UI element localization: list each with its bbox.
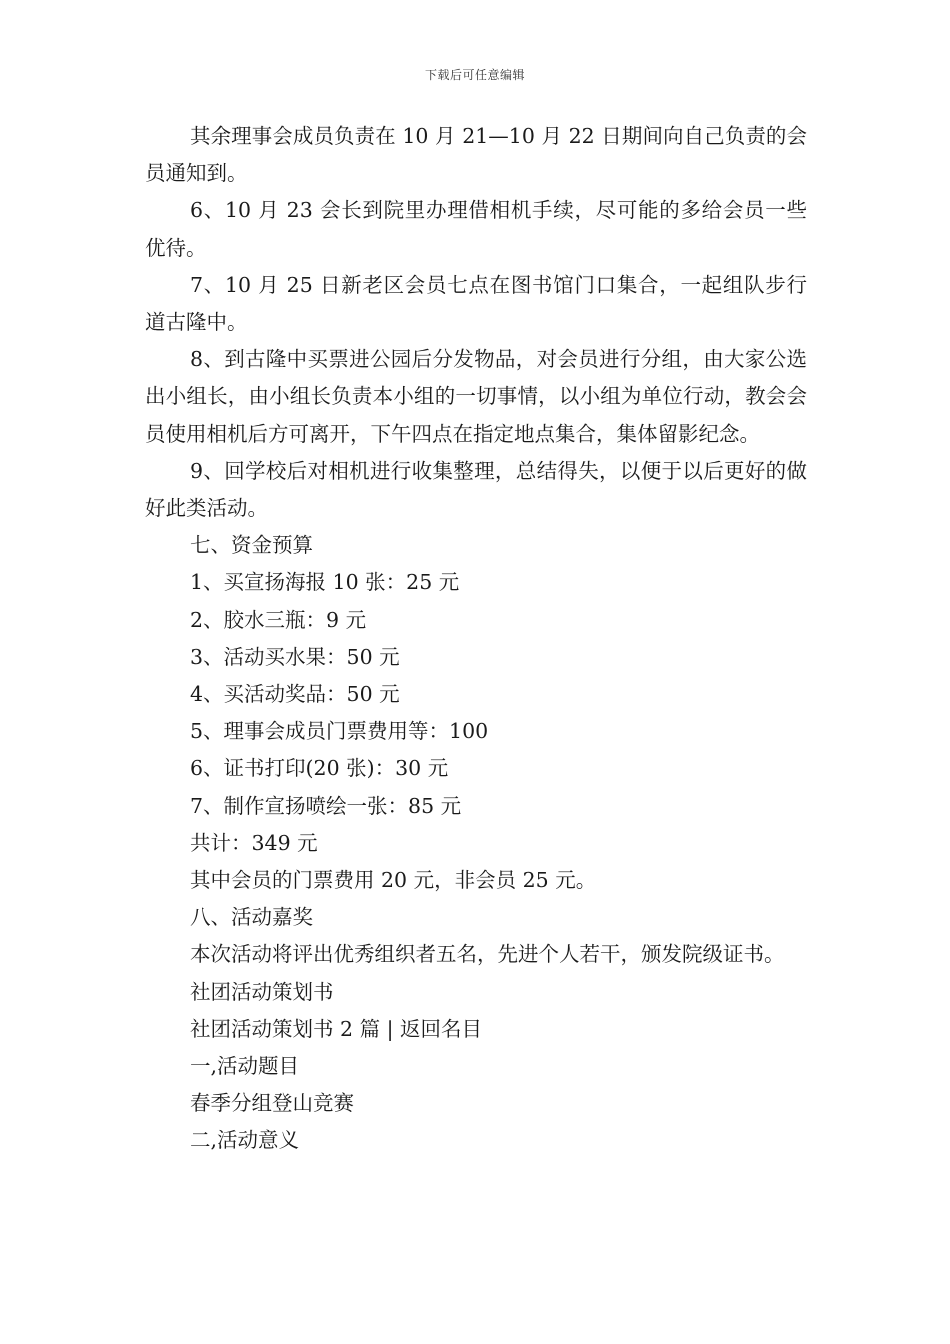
- section-heading-budget: 七、资金预算: [190, 533, 313, 558]
- budget-item-2: 2、胶水三瓶：9 元: [190, 607, 367, 632]
- document-title: 社团活动策划书: [190, 979, 334, 1004]
- paragraph-notify-members: 其余理事会成员负责在 10 月 21—10 月 22 日期间向自己负责的会员通知到。: [145, 124, 807, 186]
- paragraph-step-7: 7、10 月 25 日新老区会员七点在图书馆门口集合，一起组队步行道古隆中。: [145, 272, 807, 335]
- paragraph-step-9: 9、回学校后对相机进行收集整理，总结得失，以便于以后更好的做好此类活动。: [145, 458, 807, 521]
- awards-paragraph: 本次活动将评出优秀组织者五名，先进个人若干，颁发院级证书。: [190, 942, 785, 967]
- budget-item-7: 7、制作宣扬喷绘一张：85 元: [190, 793, 462, 818]
- ticket-fee-note: 其中会员的门票费用 20 元，非会员 25 元。: [190, 868, 597, 893]
- section-heading-awards: 八、活动嘉奖: [190, 905, 313, 930]
- budget-item-4: 4、买活动奖品：50 元: [190, 682, 400, 707]
- document-body: [145, 118, 807, 1160]
- section-heading-significance: 二,活动意义: [190, 1128, 300, 1153]
- budget-item-5: 5、理事会成员门票费用等：100: [190, 719, 489, 744]
- paragraph-step-6: 6、10 月 23 会长到院里办理借相机手续，尽可能的多给会员一些优待。: [145, 198, 807, 260]
- budget-item-1: 1、买宣扬海报 10 张：25 元: [190, 570, 460, 595]
- page-header: 下载后可任意编辑: [424, 68, 525, 82]
- topic-text: 春季分组登山竞赛: [190, 1091, 354, 1116]
- paragraph-step-8: 8、到古隆中买票进公园后分发物品，对会员进行分组，由大家公选出小组长，由小组长负责本小组的一切事情，以小组为单位行动，教会会员使用相机后方可离开，下午四点在指定地点集合，集体留影纪念。: [145, 347, 807, 446]
- budget-total: 共计：349 元: [190, 830, 318, 855]
- document-subtitle-link: 社团活动策划书 2 篇 | 返回名目: [190, 1016, 483, 1041]
- budget-item-6: 6、证书打印(20 张)：30 元: [190, 756, 449, 781]
- budget-item-3: 3、活动买水果：50 元: [190, 644, 400, 669]
- section-heading-topic: 一,活动题目: [190, 1054, 300, 1079]
